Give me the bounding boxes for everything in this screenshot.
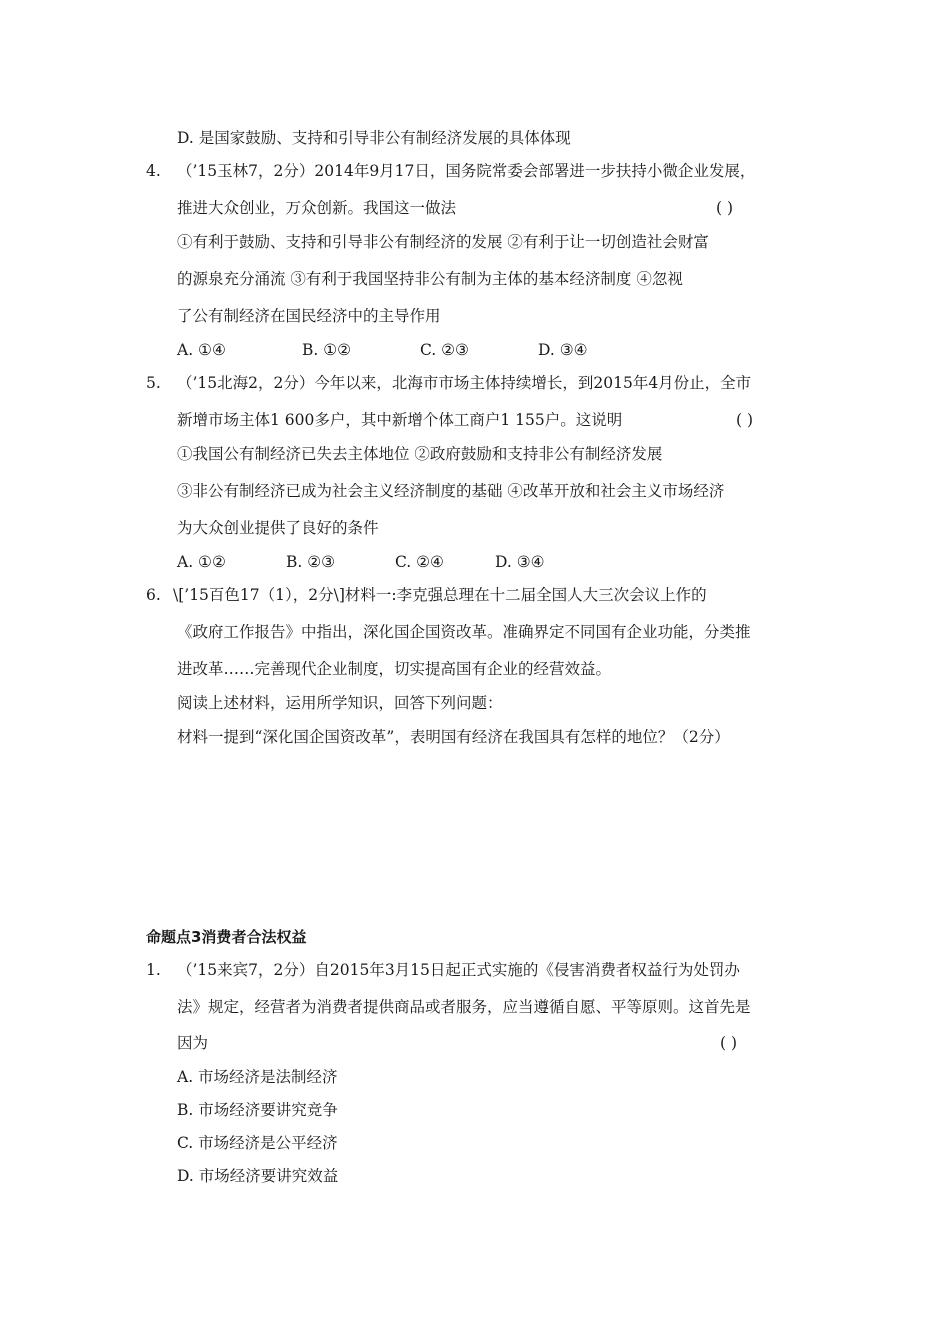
- q5-line-5: 为大众创业提供了良好的条件: [177, 519, 379, 537]
- q6-line-1: \[’15百色17（1），2分\]材料一:李克强总理在十二届全国人大三次会议上作的: [173, 586, 707, 604]
- q5-option-c: C. ②④: [395, 553, 444, 571]
- q5-option-d: D. ③④: [495, 553, 545, 571]
- q5-line-2: 新增市场主体1 600多户，其中新增个体工商户1 155户。这说明: [177, 411, 623, 429]
- s3q1-number: 1.: [146, 961, 161, 979]
- q6-number: 6.: [146, 586, 161, 604]
- s3q1-option-b: B. 市场经济要讲究竞争: [177, 1101, 338, 1119]
- q4-option-a: A. ①④: [177, 341, 226, 359]
- q6-line-2: 《政府工作报告》中指出，深化国企国资改革。准确界定不同国有企业功能，分类推: [177, 623, 751, 641]
- q5-number: 5.: [146, 374, 161, 392]
- s3q1-answer-paren: ( ): [720, 1034, 738, 1052]
- q4-answer-paren: ( ): [716, 199, 734, 217]
- q4-line-4: 的源泉充分涌流 ③有利于我国坚持非公有制为主体的基本经济制度 ④忽视: [177, 270, 683, 288]
- q4-number: 4.: [146, 162, 161, 180]
- q4-line-1: （’15玉林7，2分）2014年9月17日，国务院常委会部署进一步扶持小微企业发展，: [177, 162, 756, 180]
- q5-line-3: ①我国公有制经济已失去主体地位 ②政府鼓励和支持非公有制经济发展: [177, 445, 663, 463]
- q5-line-4: ③非公有制经济已成为社会主义经济制度的基础 ④改革开放和社会主义市场经济: [177, 482, 725, 500]
- q4-line-3: ①有利于鼓励、支持和引导非公有制经济的发展 ②有利于让一切创造社会财富: [177, 233, 709, 251]
- q6-line-5: 材料一提到“深化国企国资改革”，表明国有经济在我国具有怎样的地位？（2分）: [177, 728, 730, 746]
- q4-option-c: C. ②③: [420, 341, 469, 359]
- q5-line-1: （’15北海2，2分）今年以来，北海市市场主体持续增长，到2015年4月份止，全市: [177, 374, 752, 392]
- s3q1-line-1: （’15来宾7，2分）自2015年3月15日起正式实施的《侵害消费者权益行为处罚办: [177, 961, 740, 979]
- s3q1-option-d: D. 市场经济要讲究效益: [177, 1167, 339, 1185]
- q5-answer-paren: ( ): [736, 411, 754, 429]
- s3q1-option-c: C. 市场经济是公平经济: [177, 1134, 338, 1152]
- q6-line-3: 进改革……完善现代企业制度，切实提高国有企业的经营效益。: [177, 660, 612, 678]
- s3q1-line-3: 因为: [177, 1034, 209, 1052]
- q5-option-b: B. ②③: [286, 553, 336, 571]
- section-heading: 命题点3消费者合法权益: [146, 928, 307, 946]
- s3q1-option-a: A. 市场经济是法制经济: [177, 1068, 338, 1086]
- q4-option-d: D. ③④: [538, 341, 588, 359]
- q4-option-b: B. ①②: [302, 341, 352, 359]
- q4-line-5: 了公有制经济在国民经济中的主导作用: [177, 307, 441, 325]
- q6-line-4: 阅读上述材料，运用所学知识，回答下列问题：: [177, 694, 503, 712]
- q5-option-a: A. ①②: [177, 553, 226, 571]
- s3q1-line-2: 法》规定，经营者为消费者提供商品或者服务，应当遵循自愿、平等原则。这首先是: [177, 998, 751, 1016]
- q4-line-2: 推进大众创业，万众创新。我国这一做法: [177, 199, 457, 217]
- q3-option-d: D. 是国家鼓励、支持和引导非公有制经济发展的具体体现: [177, 129, 571, 147]
